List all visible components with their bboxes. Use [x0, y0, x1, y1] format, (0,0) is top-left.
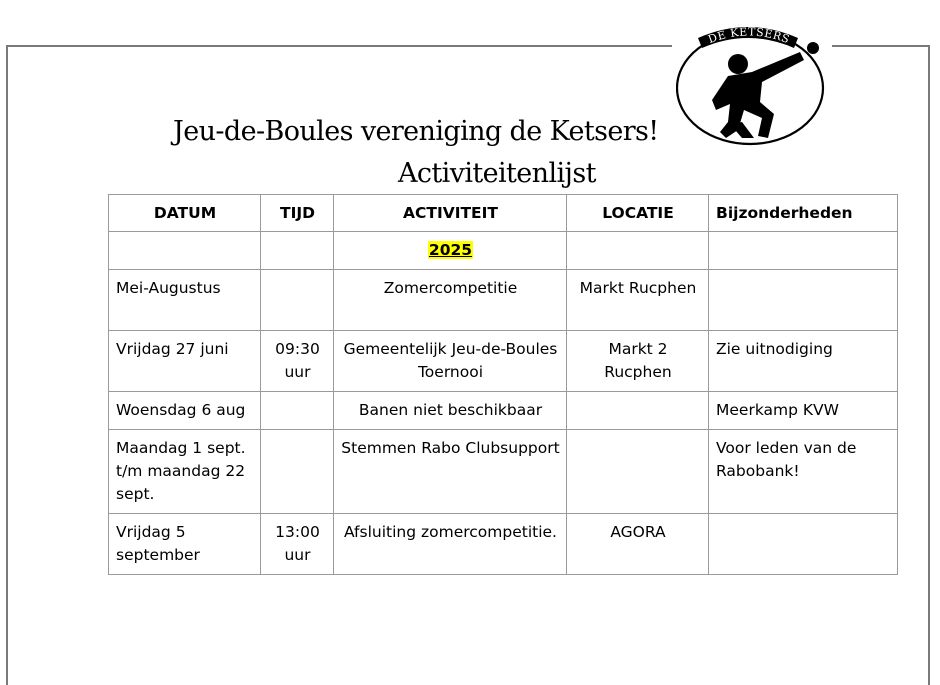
cell-locatie: [567, 430, 709, 514]
logo-text: DE KETSERS: [706, 25, 792, 47]
table-cell: [567, 232, 709, 270]
cell-datum: Vrijdag 5 september: [109, 514, 261, 575]
column-header-bijzonderheden: Bijzonderheden: [709, 195, 898, 232]
table-row-year: [109, 232, 898, 270]
table-header-row: [109, 195, 898, 232]
column-header-datum: DATUM: [109, 195, 261, 232]
boules-player-logo-icon: [676, 18, 830, 146]
column-header-activiteit: ACTIVITEIT: [334, 195, 567, 232]
activities-table: [108, 194, 898, 575]
table-cell: [261, 232, 334, 270]
column-header-tijd: TIJD: [261, 195, 334, 232]
cell-locatie: Markt 2 Rucphen: [567, 331, 709, 392]
table-row: [109, 270, 898, 331]
cell-tijd: [261, 392, 334, 430]
column-header-locatie: LOCATIE: [567, 195, 709, 232]
cell-tijd: 13:00 uur: [261, 514, 334, 575]
cell-tijd: 09:30 uur: [261, 331, 334, 392]
cell-bijzonderheden: Meerkamp KVW: [709, 392, 898, 430]
cell-datum: Mei-Augustus: [109, 270, 261, 331]
cell-tijd: [261, 270, 334, 331]
cell-datum: Woensdag 6 aug: [109, 392, 261, 430]
table-cell: [334, 232, 567, 270]
table-cell: [109, 232, 261, 270]
table-row: [109, 331, 898, 392]
cell-locatie: [567, 392, 709, 430]
cell-activiteit: Stemmen Rabo Clubsupport: [334, 430, 567, 514]
cell-bijzonderheden: Voor leden van de Rabobank!: [709, 430, 898, 514]
table-cell: [709, 232, 898, 270]
cell-datum: Vrijdag 27 juni: [109, 331, 261, 392]
year-label: 2025: [428, 241, 473, 259]
table-row: [109, 514, 898, 575]
cell-bijzonderheden: [709, 514, 898, 575]
page-subtitle: Activiteitenlijst: [398, 158, 596, 189]
table-row: [109, 392, 898, 430]
cell-activiteit: Afsluiting zomercompetitie.: [334, 514, 567, 575]
cell-datum: Maandag 1 sept. t/m maandag 22 sept.: [109, 430, 261, 514]
cell-activiteit: Banen niet beschikbaar: [334, 392, 567, 430]
cell-activiteit: Gemeentelijk Jeu-de-Boules Toernooi: [334, 331, 567, 392]
table-row: [109, 430, 898, 514]
cell-bijzonderheden: Zie uitnodiging: [709, 331, 898, 392]
cell-activiteit: Zomercompetitie: [334, 270, 567, 331]
cell-locatie: Markt Rucphen: [567, 270, 709, 331]
cell-bijzonderheden: [709, 270, 898, 331]
cell-tijd: [261, 430, 334, 514]
cell-locatie: AGORA: [567, 514, 709, 575]
page-title: Jeu-de-Boules vereniging de Ketsers!: [173, 116, 659, 147]
